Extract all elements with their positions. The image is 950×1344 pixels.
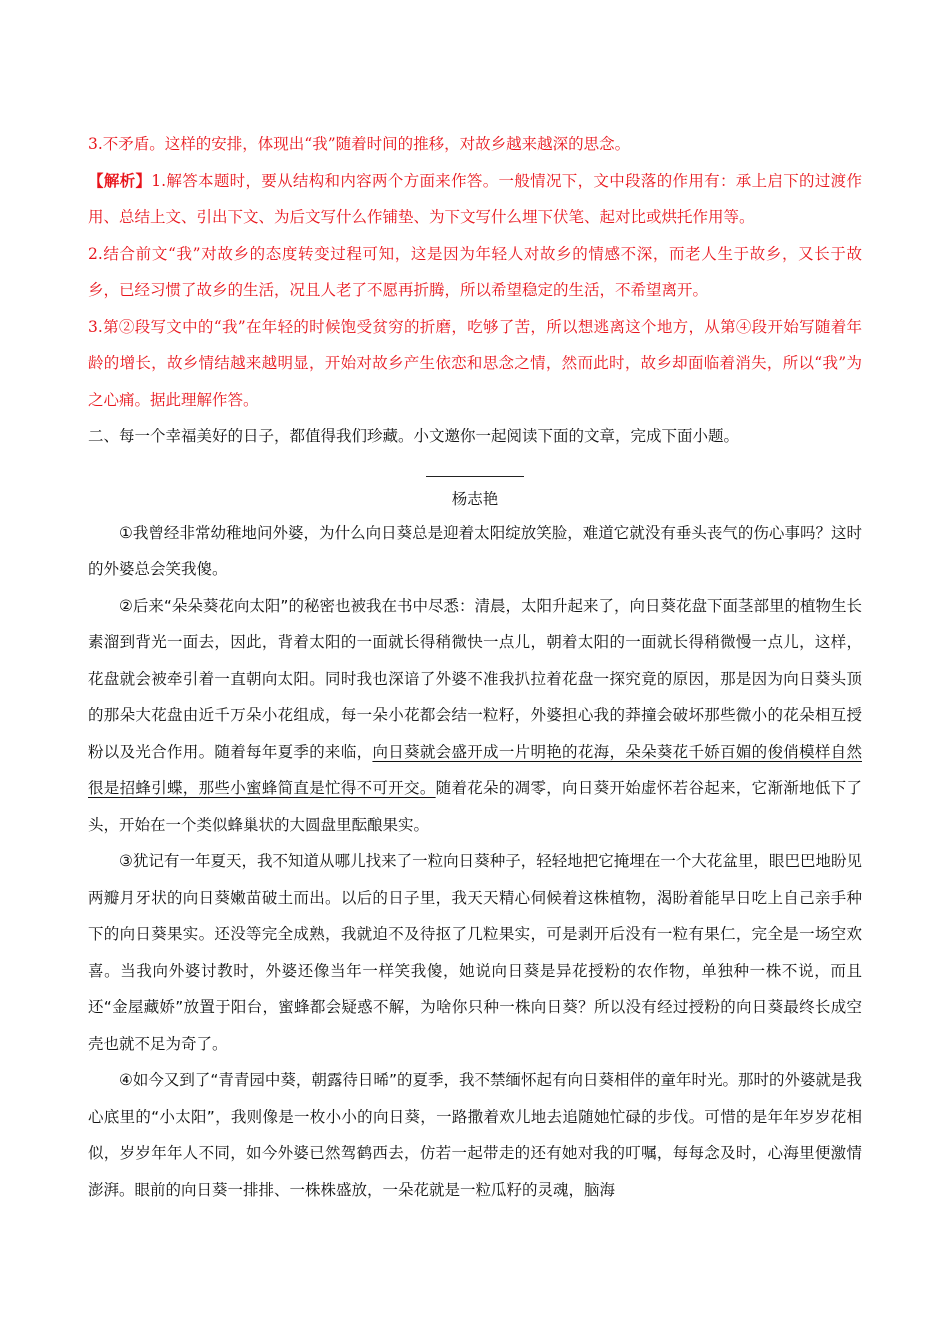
- paragraph-2-part-b: 随着花朵的凋零，向日葵开始虚怀若谷起来，它渐渐地低下了头，开始在一个类似蜂巢状的大圆盘里酝酿果实。: [88, 779, 862, 834]
- analysis-1-text: 1.解答本题时，要从结构和内容两个方面来作答。一般情况下，文中段落的作用有：承上启下的过渡作用、总结上文、引出下文、为后文写什么作铺垫、为下文写什么埋下伏笔、起对比或烘托作用等。: [88, 171, 862, 226]
- paragraph-4: ④如今又到了“青青园中葵，朝露待日晞”的夏季，我不禁缅怀起有向日葵相伴的童年时光。那时的外婆就是我心底里的“小太阳”，我则像是一枚小小的向日葵，一路撒着欢儿地去追随她忙碌的步伐。可惜的是年年岁岁花相似，岁岁年年人不同，如今外婆已然驾鹤西去，仿若一起带走的还有她对我的叮嘱，每每念及时，心海里便激情澎湃。眼前的向日葵一排排、一株株盛放，一朵花就是一粒瓜籽的灵魂，脑海: [88, 1071, 862, 1199]
- article-author: 杨志艳: [451, 489, 499, 508]
- analysis-1: [88, 163, 862, 236]
- analysis-3: 3.第②段写文中的“我”在年轻的时候饱受贫穷的折磨，吃够了苦，所以想逃离这个地方，从第④段开始写随着年龄的增长，故乡情结越来越明显，开始对故乡产生依恋和思念之情，然而此时，故乡却面临着消失，所以“我”为之心痛。据此理解作答。: [88, 317, 862, 409]
- analysis-tag: 【解析】: [88, 170, 152, 190]
- paragraph-3: ③犹记有一年夏天，我不知道从哪儿找来了一粒向日葵种子，轻轻地把它掩埋在一个大花盆里，眼巴巴地盼见两瓣月牙状的向日葵嫩苗破土而出。以后的日子里，我天天精心伺候着这株植物，渴盼着能早日吃上自己亲手种下的向日葵果实。还没等完全成熟，我就迫不及待抠了几粒果实，可是剥开后没有一粒有果仁，完全是一场空欢喜。当我向外婆讨教时，外婆还像当年一样笑我傻，她说向日葵是异花授粉的农作物，单独种一株不说，而且还“金屋藏娇”放置于阳台，蜜蜂都会疑惑不解，为啥你只种一株向日葵？所以没有经过授粉的向日葵最终长成空壳也就不足为奇了。: [88, 852, 862, 1053]
- paragraph-2-part-a: ②后来“朵朵葵花向太阳”的秘密也被我在书中尽悉：清晨，太阳升起来了，向日葵花盘下面茎部里的植物生长素溜到背光一面去，因此，背着太阳的一面就长得稍微快一点儿，朝着太阳的一面就长得稍微慢一点儿，这样，花盘就会被牵引着一直朝向太阳。同时我也深谙了外婆不准我扒拉着花盘一探究竟的原因，那是因为向日葵头顶的那朵大花盘由近千万朵小花组成，每一朵小花都会结一粒籽，外婆担心我的莽撞会破坏那些微小的花朵相互授粉以及光合作用。随着每年夏季的来临，: [88, 596, 862, 761]
- paragraph-2-underlined: 向日葵就会盛开成一片明艳的花海，朵朵葵花千娇百媚的俊俏模样自然很是招蜂引蝶，那些小蜜蜂简直是忙得不可开交。: [88, 742, 862, 797]
- paragraph-2: [88, 588, 862, 844]
- section-intro: 二、每一个幸福美好的日子，都值得我们珍藏。小文邀你一起阅读下面的文章，完成下面小题。: [88, 427, 740, 445]
- analysis-2: 2.结合前文“我”对故乡的态度转变过程可知，这是因为年轻人对故乡的情感不深，而老人生于故乡，又长于故乡，已经习惯了故乡的生活，况且人老了不愿再折腾，所以希望稳定的生活，不希望离开。: [88, 244, 862, 299]
- title-blank-line: [426, 476, 524, 477]
- answer-3: 3.不矛盾。这样的安排，体现出“我”随着时间的推移，对故乡越来越深的思念。: [88, 135, 631, 153]
- paragraph-1: ①我曾经非常幼稚地问外婆，为什么向日葵总是迎着太阳绽放笑脸，难道它就没有垂头丧气的伤心事吗？这时的外婆总会笑我傻。: [88, 523, 862, 578]
